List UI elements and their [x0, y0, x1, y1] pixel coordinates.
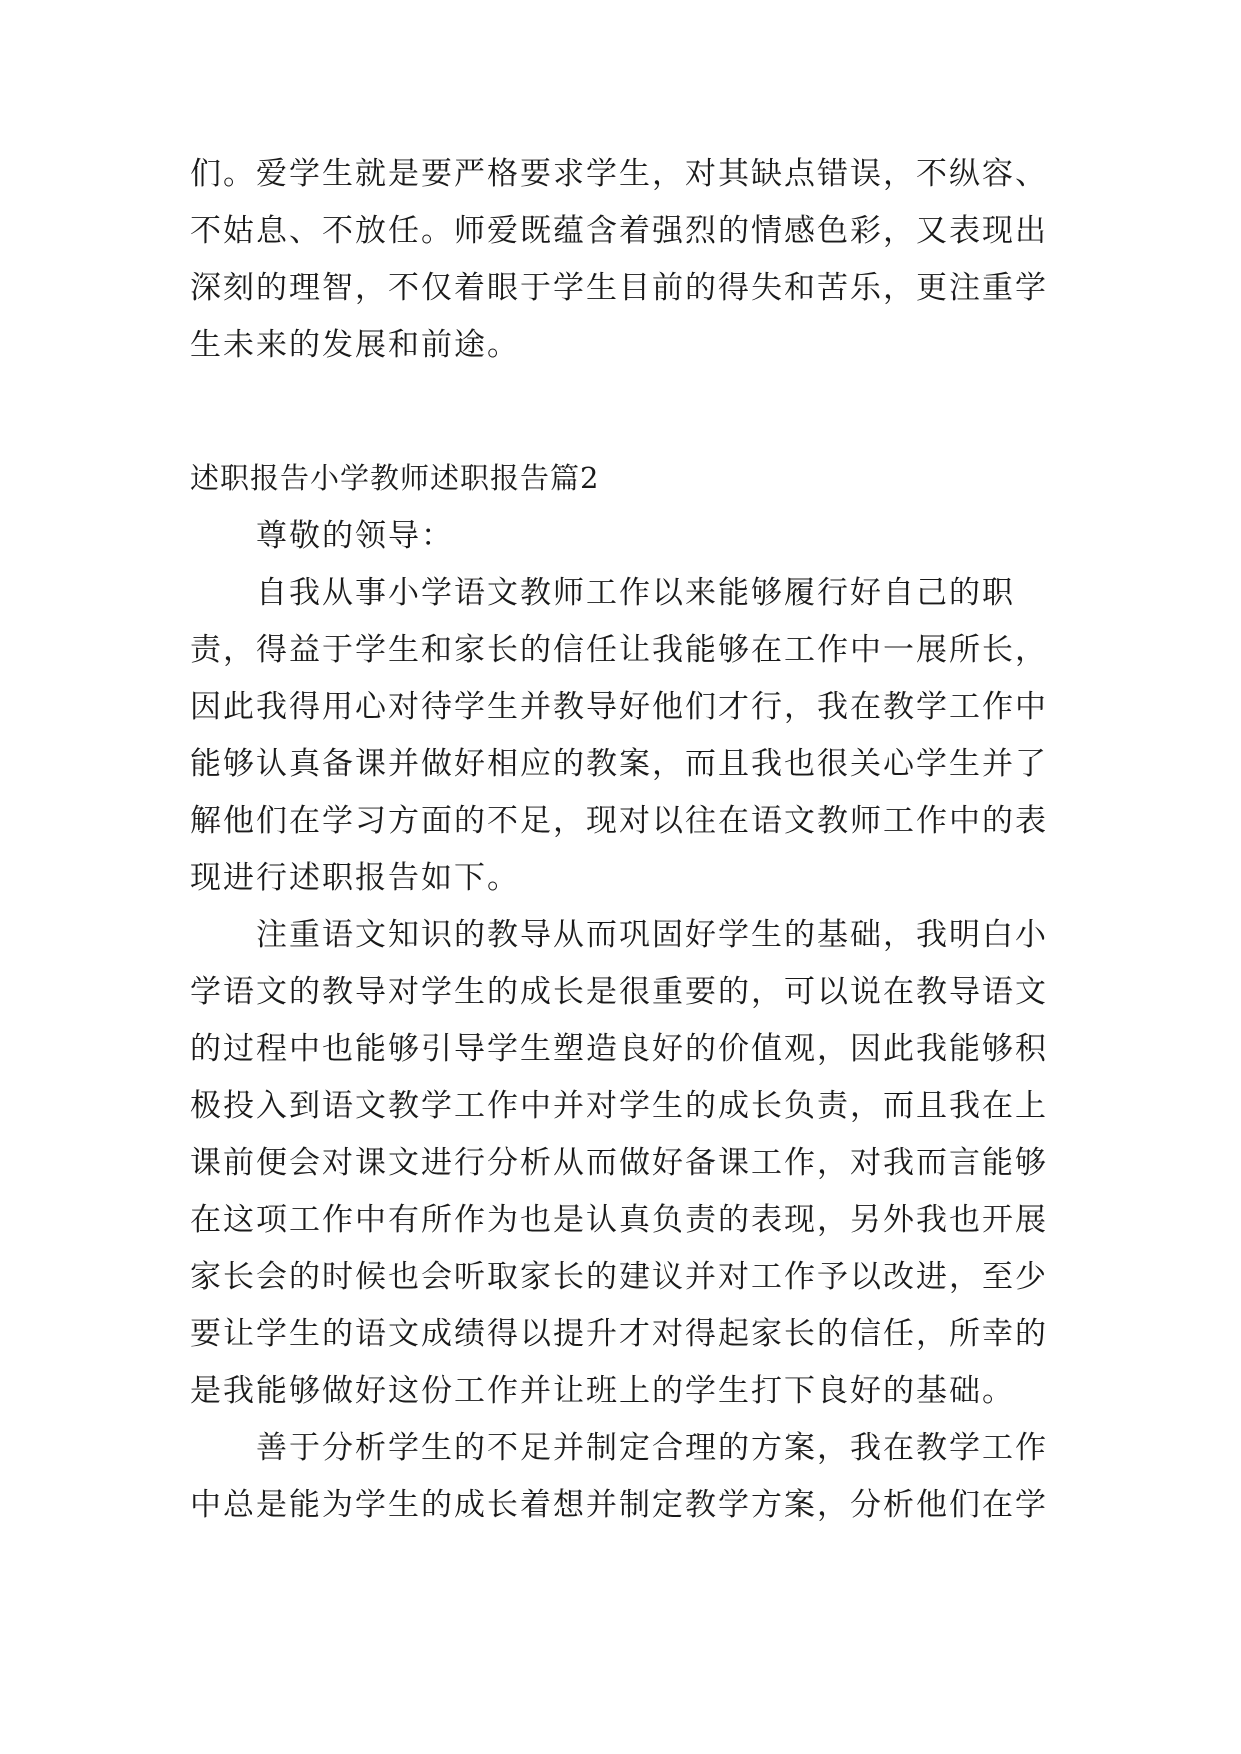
- section-heading: 述职报告小学教师述职报告篇2: [190, 461, 600, 495]
- paragraph-3: [190, 1420, 1060, 1534]
- intro-paragraph: [190, 146, 1060, 374]
- text-line: 深刻的理智，不仅着眼于学生目前的得失和苦乐，更注重学: [190, 270, 1048, 306]
- section-heading-block: [190, 450, 1060, 507]
- text-line: 要让学生的语文成绩得以提升才对得起家长的信任，所幸的: [190, 1316, 1048, 1352]
- text-line: 中总是能为学生的成长着想并制定教学方案，分析他们在学: [190, 1487, 1048, 1523]
- text-line: 善于分析学生的不足并制定合理的方案，我在教学工作: [256, 1430, 1048, 1466]
- text-line: 不姑息、不放任。师爱既蕴含着强烈的情感色彩，又表现出: [190, 213, 1048, 249]
- text-line: 解他们在学习方面的不足，现对以往在语文教师工作中的表: [190, 803, 1048, 839]
- text-line: 学语文的教导对学生的成长是很重要的，可以说在教导语文: [190, 974, 1048, 1010]
- text-line: 课前便会对课文进行分析从而做好备课工作，对我而言能够: [190, 1145, 1048, 1181]
- salutation-block: [190, 508, 1060, 565]
- text-line: 因此我得用心对待学生并教导好他们才行，我在教学工作中: [190, 689, 1048, 725]
- paragraph-1: [190, 565, 1060, 907]
- salutation: 尊敬的领导：: [256, 518, 454, 554]
- text-line: 注重语文知识的教导从而巩固好学生的基础，我明白小: [256, 917, 1048, 953]
- text-line: 家长会的时候也会听取家长的建议并对工作予以改进，至少: [190, 1259, 1048, 1295]
- paragraph-2: [190, 907, 1060, 1420]
- text-line: 极投入到语文教学工作中并对学生的成长负责，而且我在上: [190, 1088, 1048, 1124]
- text-line: 们。爱学生就是要严格要求学生，对其缺点错误，不纵容、: [190, 156, 1048, 192]
- text-line: 能够认真备课并做好相应的教案，而且我也很关心学生并了: [190, 746, 1048, 782]
- text-line: 是我能够做好这份工作并让班上的学生打下良好的基础。: [190, 1373, 1015, 1409]
- text-line: 在这项工作中有所作为也是认真负责的表现，另外我也开展: [190, 1202, 1048, 1238]
- text-line: 现进行述职报告如下。: [190, 860, 520, 896]
- text-line: 生未来的发展和前途。: [190, 327, 520, 363]
- text-line: 的过程中也能够引导学生塑造良好的价值观，因此我能够积: [190, 1031, 1048, 1067]
- text-line: 自我从事小学语文教师工作以来能够履行好自己的职: [256, 575, 1015, 611]
- text-line: 责，得益于学生和家长的信任让我能够在工作中一展所长，: [190, 632, 1048, 668]
